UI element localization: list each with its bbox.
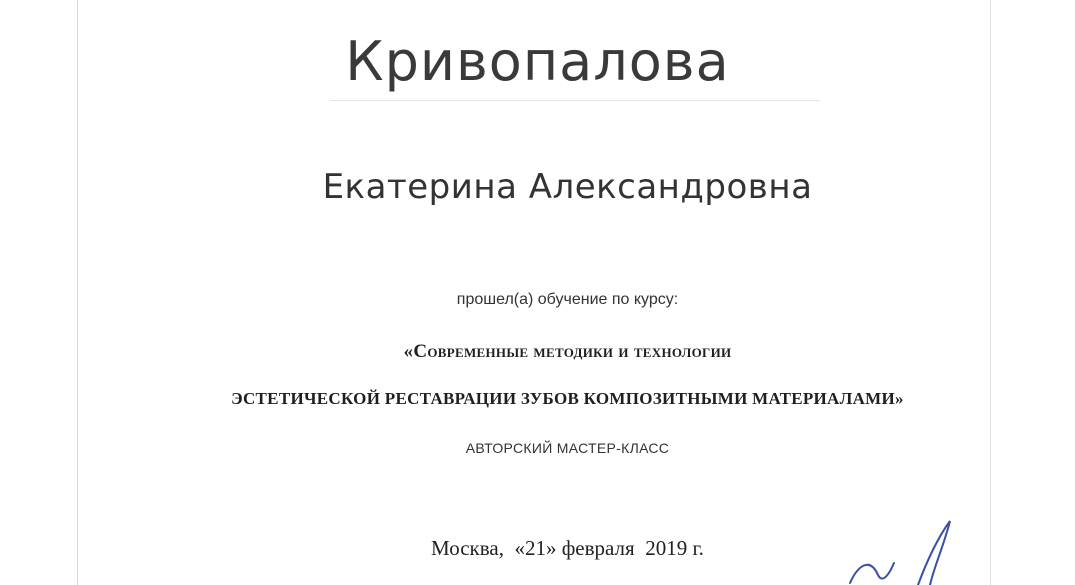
completed-course-text: прошел(а) обучение по курсу: bbox=[456, 291, 679, 308]
recipient-surname: Кривопалова bbox=[345, 30, 730, 93]
surname-underline bbox=[330, 100, 820, 101]
place-and-date: Москва, «21» февраля 2019 г. bbox=[431, 536, 704, 560]
course-title-line-1: «Современные методики и технологии bbox=[403, 341, 732, 362]
course-title-line-2: ЭСТЕТИЧЕСКОЙ РЕСТАВРАЦИИ ЗУБОВ КОМПОЗИТНЫМИ МАТЕРИАЛАМИ» bbox=[231, 389, 904, 408]
signature-icon bbox=[830, 515, 970, 585]
course-subtitle: АВТОРСКИЙ МАСТЕР-КЛАСС bbox=[465, 440, 670, 456]
recipient-given-names: Екатерина Александровна bbox=[322, 167, 813, 207]
